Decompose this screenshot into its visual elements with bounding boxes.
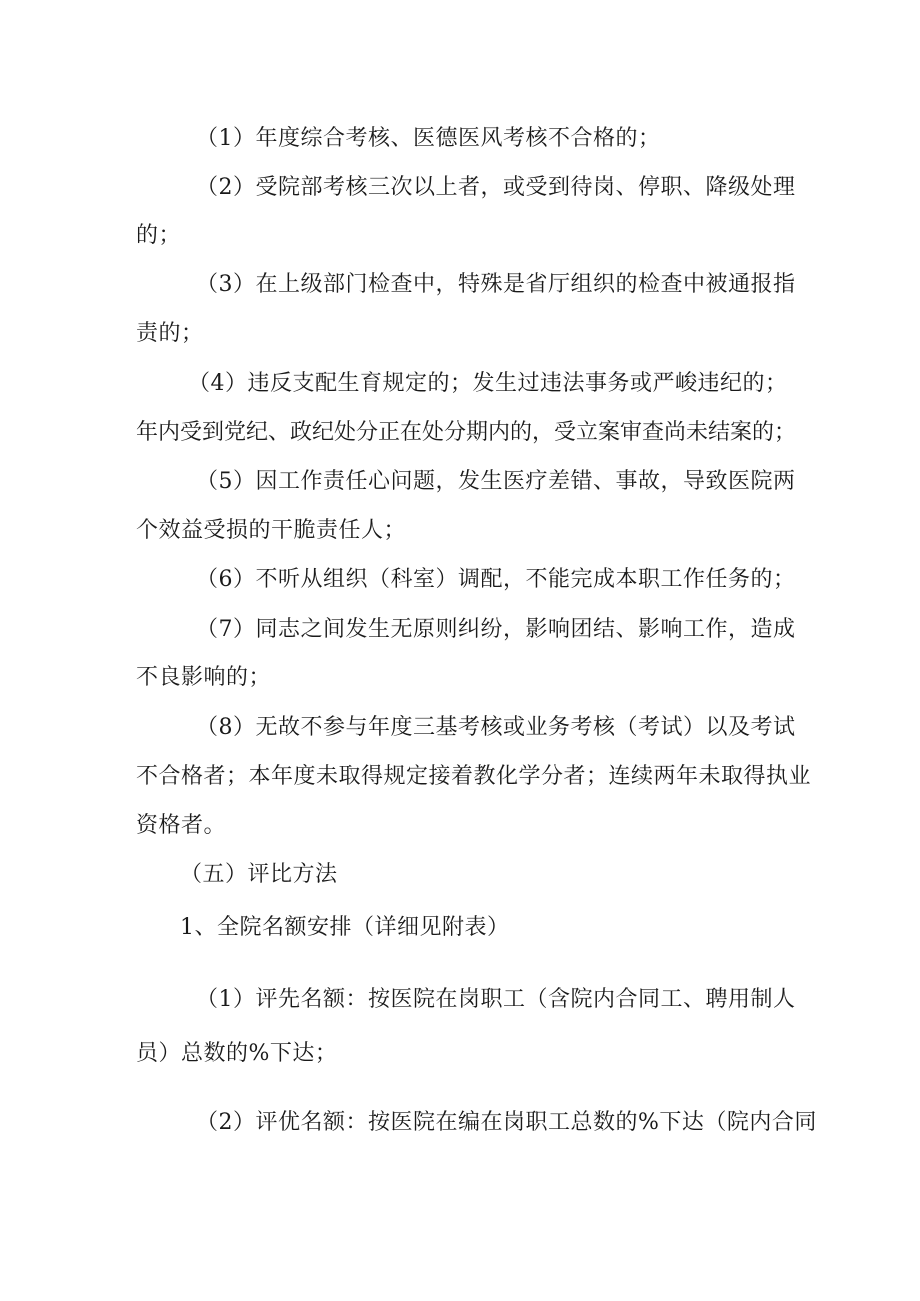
paragraph-12-line-1: （2）评优名额：按医院在编在岗职工总数的%下达（院内合同	[196, 1110, 817, 1135]
paragraph-7-line-2: 不良影响的；	[136, 665, 272, 690]
paragraph-4-line-1: （4）违反支配生育规定的；发生过违法事务或严峻违纪的；	[188, 371, 788, 396]
paragraph-3-line-1: （3）在上级部门检查中，特殊是省厅组织的检查中被通报指	[196, 272, 796, 297]
section-heading-5: （五）评比方法	[180, 862, 338, 887]
paragraph-6-line-1: （6）不听从组织（科室）调配，不能完成本职工作任务的；	[196, 567, 796, 592]
paragraph-2-line-1: （2）受院部考核三次以上者，或受到待岗、停职、降级处理	[196, 175, 796, 200]
paragraph-5-line-2: 个效益受损的干脆责任人；	[136, 518, 407, 543]
paragraph-11-line-2: 员）总数的%下达；	[136, 1041, 338, 1066]
paragraph-8-line-3: 资格者。	[136, 813, 227, 838]
subsection-heading-1: 1、全院名额安排（详细见附表）	[180, 915, 510, 940]
paragraph-8-line-2: 不合格者；本年度未取得规定接着教化学分者；连续两年未取得执业	[136, 764, 812, 789]
paragraph-3-line-2: 责的；	[136, 321, 204, 346]
paragraph-4-line-2: 年内受到党纪、政纪处分正在处分期内的，受立案审查尚未结案的；	[136, 420, 797, 445]
paragraph-7-line-1: （7）同志之间发生无原则纠纷，影响团结、影响工作，造成	[196, 617, 796, 642]
paragraph-1-line-1: （1）年度综合考核、医德医风考核不合格的；	[196, 126, 661, 151]
paragraph-2-line-2: 的；	[136, 223, 182, 248]
paragraph-5-line-1: （5）因工作责任心问题，发生医疗差错、事故，导致医院两	[196, 469, 796, 494]
paragraph-8-line-1: （8）无故不参与年度三基考核或业务考核（考试）以及考试	[196, 715, 796, 740]
paragraph-11-line-1: （1）评先名额：按医院在岗职工（含院内合同工、聘用制人	[196, 987, 796, 1012]
